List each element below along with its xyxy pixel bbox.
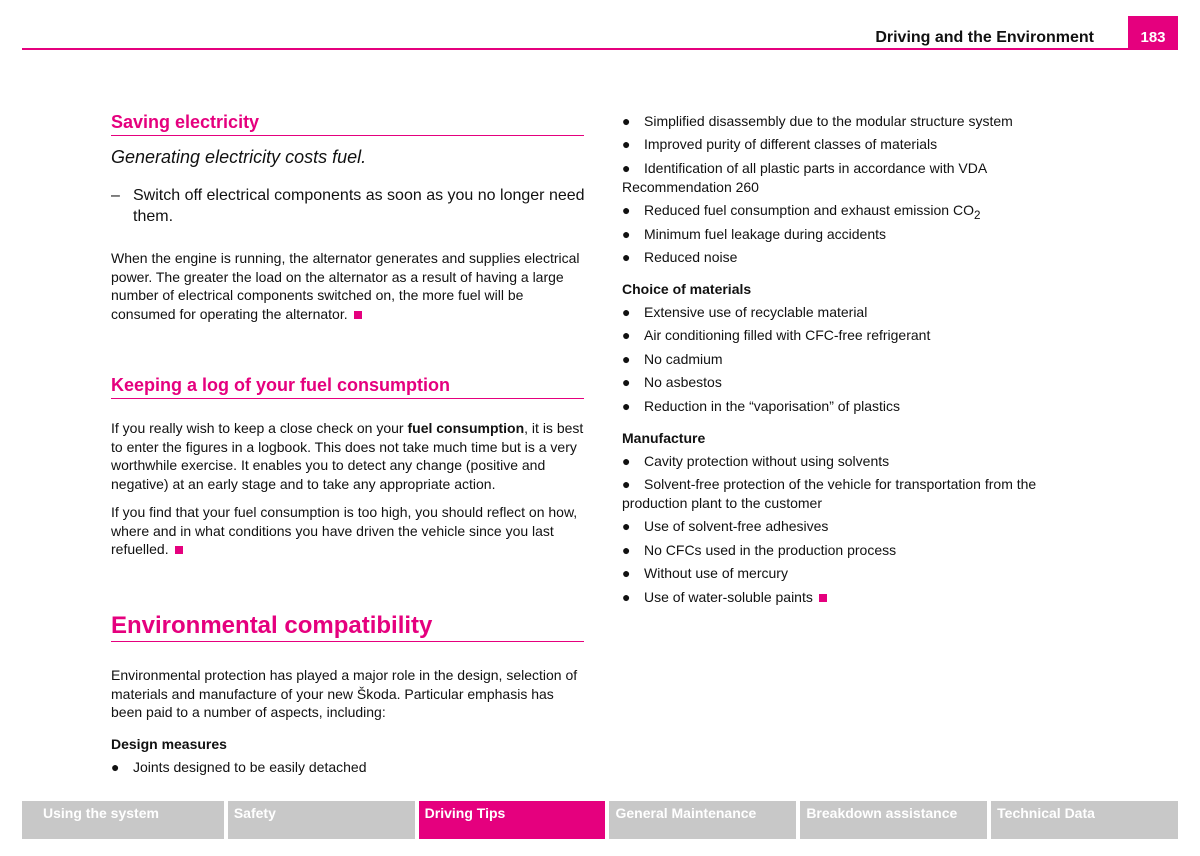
list-item-text: Reduced noise <box>644 249 738 265</box>
bullet-icon: ● <box>622 453 631 469</box>
list-item <box>622 541 1092 560</box>
end-marker <box>175 546 183 554</box>
list-item <box>622 135 1092 154</box>
nav-tab-general-maintenance[interactable]: General Maintenance <box>609 801 796 839</box>
saving-body-text: When the engine is running, the alternator generates and supplies electrical power. The greater the load on the alternator as a result of having a large number of electrical components switched on, the more fuel will be consumed for operating the alternator. <box>111 250 580 322</box>
list-item-text: Solvent-free protection of the vehicle for transportation from the production plant to the customer <box>622 476 1037 511</box>
nav-tab-breakdown-assistance[interactable]: Breakdown assistance <box>800 801 987 839</box>
step-dash: – <box>111 187 120 204</box>
list-item-text: Without use of mercury <box>644 565 788 581</box>
end-marker <box>354 311 362 319</box>
manufacture-heading: Manufacture <box>622 430 706 446</box>
bullet-icon: ● <box>622 374 631 390</box>
list-item-text: No asbestos <box>644 374 722 390</box>
list-item-text: Improved purity of different classes of materials <box>644 136 938 152</box>
section-nav <box>22 801 1178 839</box>
bullet-icon: ● <box>622 136 631 152</box>
saving-step <box>111 185 593 227</box>
chapter-title: Driving and the Environment <box>875 29 1094 46</box>
environment-body: Environmental protection has played a major role in the design, selection of materials and manufacture of your new Škoda. Particular emphasis has been paid to a number of aspects, including: <box>111 667 578 721</box>
nav-tab-using-the-system[interactable]: Using the system <box>22 801 224 839</box>
bullet-icon: ● <box>622 249 631 265</box>
saving-intro: Generating electricity costs fuel. <box>111 147 367 167</box>
bullet-icon: ● <box>622 226 631 242</box>
saving-electricity-heading: Saving electricity <box>111 112 584 136</box>
list-item-text: Minimum fuel leakage during accidents <box>644 226 887 242</box>
fuel-log-heading: Keeping a log of your fuel consumption <box>111 375 584 399</box>
list-item-text: Cavity protection without using solvents <box>644 453 890 469</box>
list-item <box>622 373 1092 392</box>
list-item-text: Joints designed to be easily detached <box>133 759 367 775</box>
end-marker <box>819 594 827 602</box>
saving-body <box>111 249 584 323</box>
bullet-icon: ● <box>622 160 631 176</box>
bullet-icon: ● <box>622 542 631 558</box>
list-item <box>622 248 1092 267</box>
bullet-icon: ● <box>622 113 631 129</box>
nav-tab-safety[interactable]: Safety <box>228 801 415 839</box>
bullet-icon: ● <box>622 565 631 581</box>
list-item <box>111 758 581 777</box>
bullet-icon: ● <box>622 398 631 414</box>
bullet-icon: ● <box>622 202 631 218</box>
list-item <box>622 326 1092 345</box>
fuel-consumption-term: fuel consumption <box>407 420 525 436</box>
bullet-icon: ● <box>622 304 631 320</box>
nav-tab-technical-data[interactable]: Technical Data <box>991 801 1178 839</box>
list-item <box>622 564 1092 583</box>
list-item <box>622 452 1092 471</box>
fuel-log-paragraph-1 <box>111 419 584 493</box>
saving-step-text: Switch off electrical components as soon as you no longer need them. <box>133 187 585 225</box>
list-item-text: Simplified disassembly due to the modular structure system <box>644 113 1013 129</box>
list-item <box>622 475 1092 512</box>
list-item <box>622 397 1092 416</box>
header-rule <box>22 48 1178 50</box>
environmental-compatibility-heading: Environmental compatibility <box>111 612 584 642</box>
list-item <box>622 350 1092 369</box>
list-item-text: Reduced fuel consumption and exhaust emission CO <box>644 202 974 218</box>
fuel-log-paragraph-2 <box>111 503 584 559</box>
list-item-text: Extensive use of recyclable material <box>644 304 868 320</box>
bullet-icon: ● <box>622 476 631 492</box>
list-item <box>622 588 1092 607</box>
fuel-log-p2-text: If you find that your fuel consumption is too high, you should reflect on how, where and in what conditions you have driven the vehicle since you last refuelled. <box>111 504 578 558</box>
list-item-text: No CFCs used in the production process <box>644 542 897 558</box>
list-item-text: Use of water-soluble paints <box>644 589 813 605</box>
bullet-icon: ● <box>622 518 631 534</box>
nav-tab-driving-tips[interactable]: Driving Tips <box>419 801 606 839</box>
fuel-log-p1-post: , it is best to enter the figures in a logbook. This does not take much time but is a very worthwhile exercise. It enables you to detect any change (positive and negative) at an early stage and to take any appropriate action. <box>111 420 584 492</box>
bullet-icon: ● <box>111 759 120 775</box>
list-item-text: Identification of all plastic parts in accordance with VDA Recommendation 260 <box>622 160 987 195</box>
list-item <box>622 159 1092 196</box>
fuel-log-p1-pre: If you really wish to keep a close check on your <box>111 420 408 436</box>
bullet-icon: ● <box>622 327 631 343</box>
choice-of-materials-heading: Choice of materials <box>622 281 752 297</box>
design-measures-heading: Design measures <box>111 736 227 752</box>
page-number: 183 <box>1128 16 1178 50</box>
co2-subscript: 2 <box>973 208 981 222</box>
list-item-text: Air conditioning filled with CFC-free refrigerant <box>644 327 931 343</box>
list-item-text: Use of solvent-free adhesives <box>644 518 829 534</box>
list-item <box>622 201 1092 225</box>
list-item-text: Reduction in the “vaporisation” of plastics <box>644 398 901 414</box>
bullet-icon: ● <box>622 351 631 367</box>
list-item <box>622 303 1092 322</box>
list-item <box>622 517 1092 536</box>
list-item <box>622 112 1092 131</box>
list-item-text: No cadmium <box>644 351 723 367</box>
list-item <box>622 225 1092 244</box>
bullet-icon: ● <box>622 589 631 605</box>
